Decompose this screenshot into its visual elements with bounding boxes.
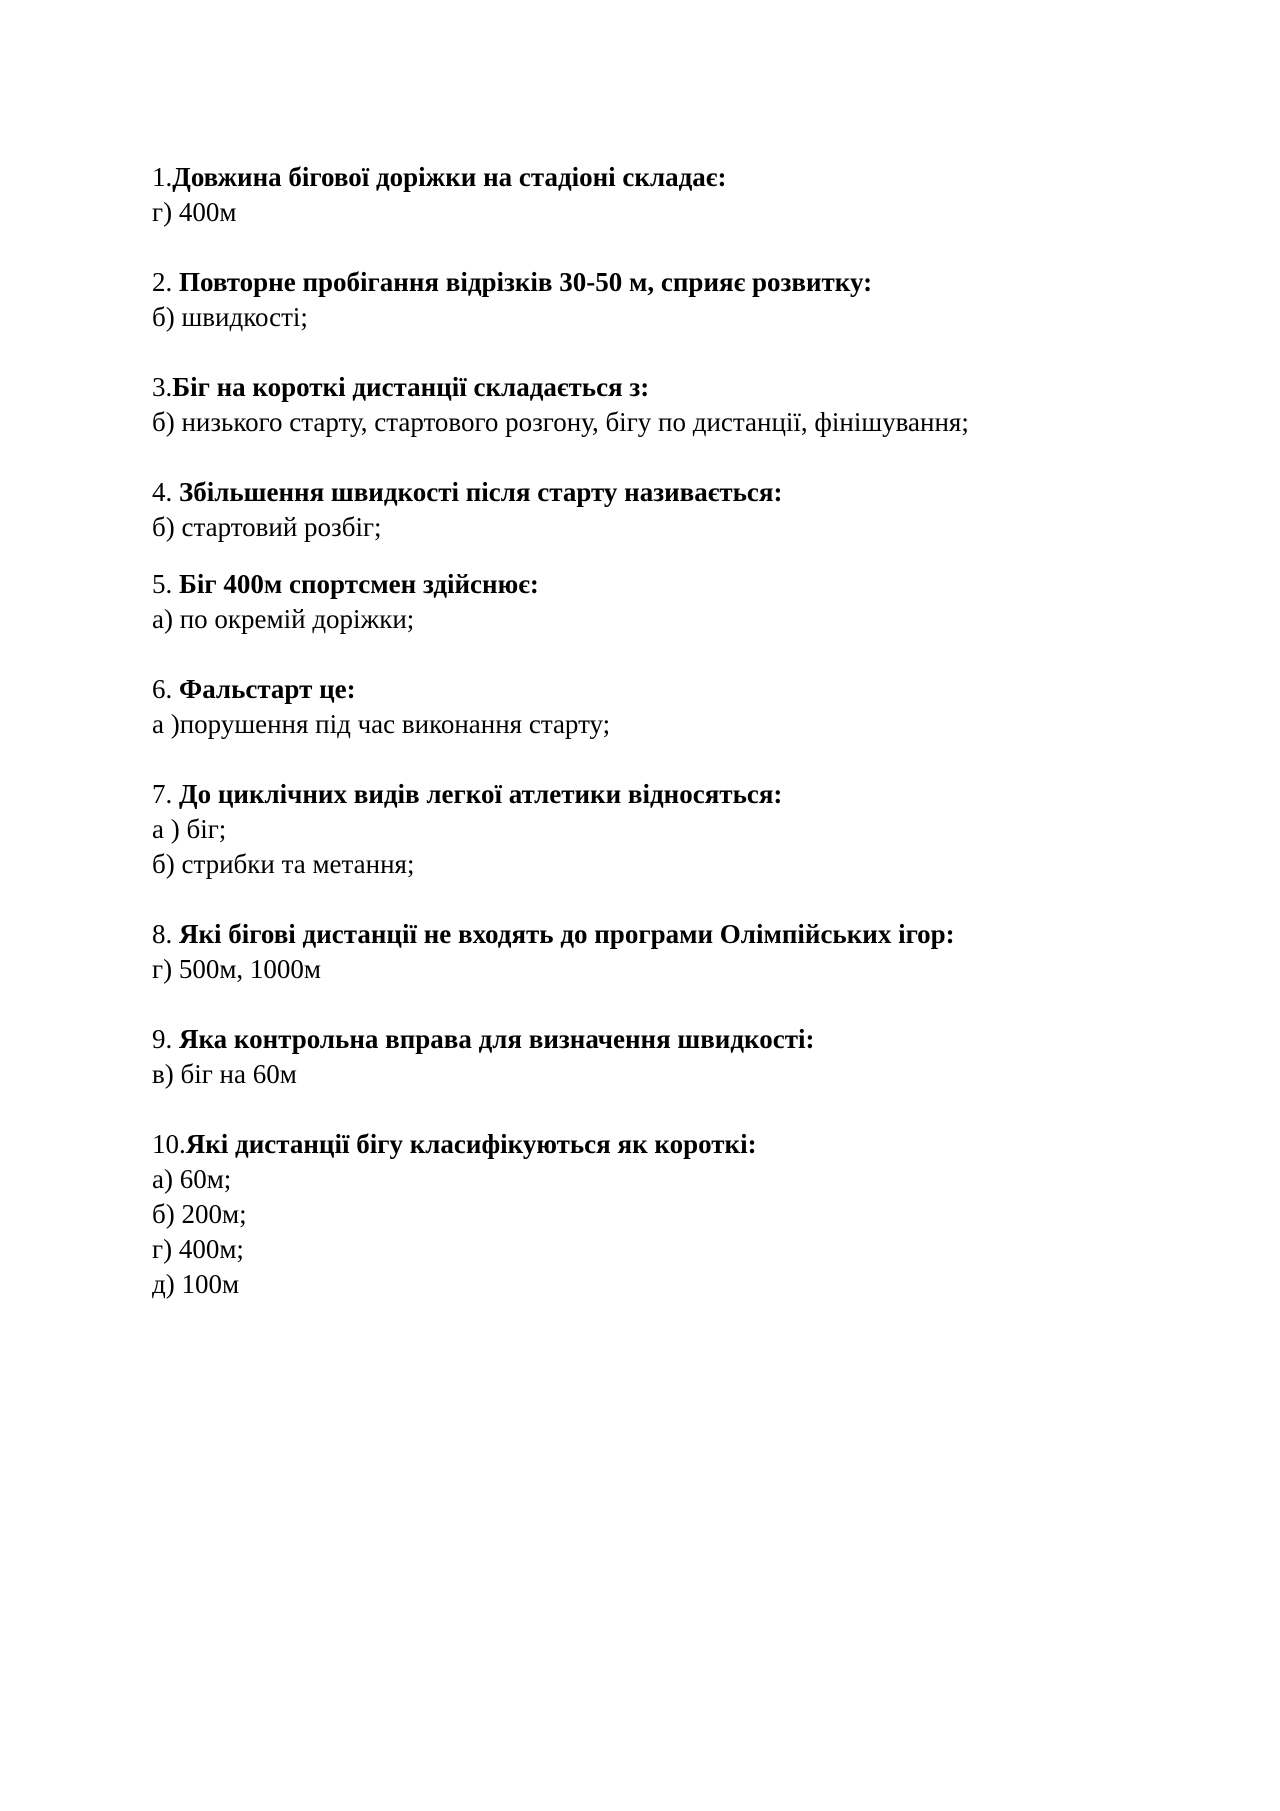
question-text: Які бігові дистанції не входять до програми Олімпійських ігор: [179,919,955,949]
answer-option: б) стрибки та метання; [152,849,415,879]
question-heading [152,1127,1152,1162]
answer-option: б) низького старту, стартового розгону, бігу по дистанції, фінішування; [152,407,969,437]
question-text: Довжина бігової доріжки на стадіоні складає: [172,162,727,192]
question-3 [152,370,1152,440]
question-number: 9. [152,1024,179,1054]
question-4 [152,475,1152,545]
question-1 [152,160,1152,230]
question-heading [152,475,1152,510]
question-heading [152,777,1152,812]
question-number: 2. [152,267,179,297]
question-text: До циклічних видів легкої атлетики відносяться: [179,779,783,809]
answer-option: а) по окремій доріжки; [152,604,415,634]
question-text: Повторне пробігання відрізків 30-50 м, сприяє розвитку: [179,267,873,297]
question-heading [152,567,1152,602]
question-text: Збільшення швидкості після старту називається: [179,477,783,507]
quiz-answer-list [152,160,1152,1302]
question-5 [152,567,1152,637]
question-text: Біг на короткі дистанції складається з: [172,372,650,402]
question-number: 3. [152,372,173,402]
answer-option: г) 400м [152,197,237,227]
answer-option: в) біг на 60м [152,1059,297,1089]
question-9 [152,1022,1152,1092]
answer-option: д) 100м [152,1269,240,1299]
answer-option: а ) біг; [152,814,227,844]
question-10 [152,1127,1152,1302]
question-number: 8. [152,919,179,949]
answer-option: г) 500м, 1000м [152,954,321,984]
question-text: Які дистанції бігу класифікуються як короткі: [185,1129,757,1159]
answer-option: а )порушення під час виконання старту; [152,709,611,739]
question-heading [152,672,1152,707]
question-number: 1. [152,162,173,192]
question-6 [152,672,1152,742]
question-8 [152,917,1152,987]
question-text: Яка контрольна вправа для визначення швидкості: [179,1024,815,1054]
question-number: 5. [152,569,179,599]
question-text: Фальстарт це: [179,674,356,704]
question-text: Біг 400м спортсмен здійснює: [179,569,539,599]
question-number: 7. [152,779,179,809]
answer-option: б) стартовий розбіг; [152,512,382,542]
question-heading [152,370,1152,405]
answer-option: а) 60м; [152,1164,232,1194]
question-number: 6. [152,674,179,704]
question-7 [152,777,1152,882]
question-2 [152,265,1152,335]
answer-option: г) 400м; [152,1234,244,1264]
question-number: 10. [152,1129,186,1159]
question-number: 4. [152,477,179,507]
question-heading [152,917,1152,952]
answer-option: б) швидкості; [152,302,308,332]
answer-option: б) 200м; [152,1199,247,1229]
question-heading [152,1022,1152,1057]
question-heading [152,160,1152,195]
question-heading [152,265,1152,300]
